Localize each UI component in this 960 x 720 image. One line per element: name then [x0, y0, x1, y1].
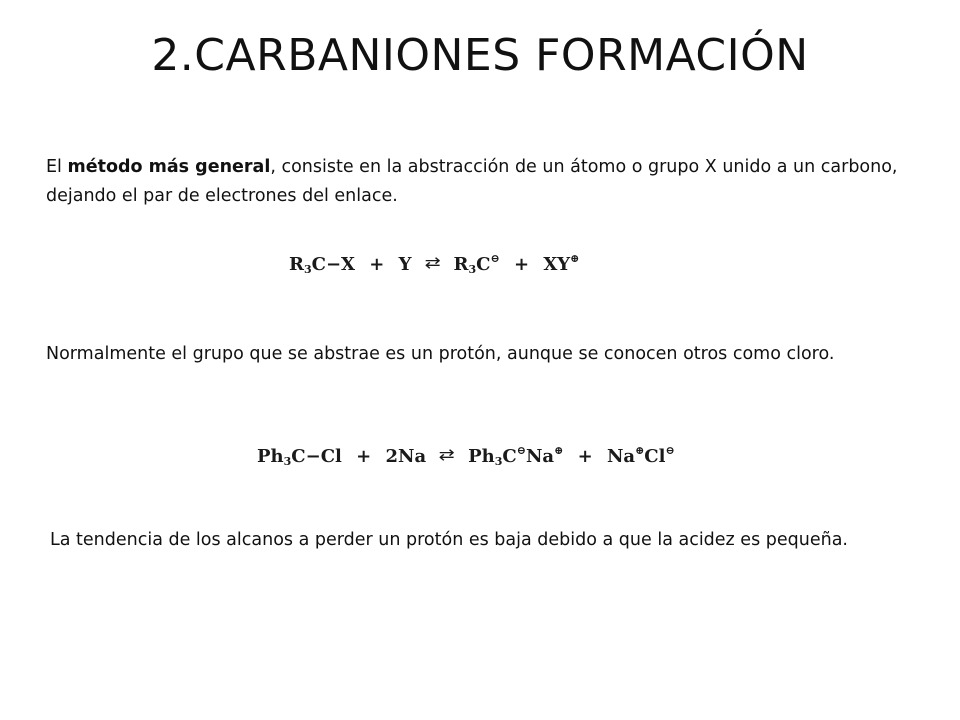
eq1-lhs-cx: C−X: [311, 254, 355, 275]
paragraph-alkane-acidity: La tendencia de los alcanos a perder un protón es baja debido a que la acidez es pequeña.: [50, 530, 848, 550]
eq1-rhs-sub: 3: [468, 263, 477, 276]
eq2-cl-charge: ⊖: [665, 444, 675, 457]
eq1-rhs-xy: XY: [543, 254, 571, 275]
eq2-anion-charge: ⊖: [516, 444, 526, 457]
eq2-lhs-ph: Ph: [257, 446, 284, 467]
equation-general-abstraction: [289, 252, 579, 276]
eq1-anion-charge: ⊖: [490, 252, 500, 265]
eq2-rhs-na: Na: [525, 446, 555, 467]
eq1-cation-charge: ⊕: [570, 252, 580, 265]
eq1-plus-1: +: [369, 254, 385, 275]
paragraph-general-method-bold: método más general: [67, 157, 271, 177]
eq1-plus-2: +: [513, 254, 530, 275]
equilibrium-arrow-icon: ⇄: [424, 253, 441, 272]
paragraph-proton-abstraction: Normalmente el grupo que se abstrae es un protón, aunque se conocen otros como cloro.: [46, 344, 835, 364]
eq2-rhs-sub: 3: [494, 455, 503, 468]
equilibrium-arrow-icon: ⇄: [439, 445, 456, 464]
eq1-reagent: Y: [398, 254, 412, 275]
paragraph-general-method-pre: El: [46, 157, 68, 177]
eq2-lhs-sub: 3: [283, 455, 292, 468]
eq2-rhs-cl: Cl: [644, 446, 666, 467]
eq2-na2-charge: ⊕: [635, 444, 645, 457]
eq2-rhs-c: C: [502, 446, 517, 467]
slide-title: 2.CARBANIONES FORMACIÓN: [151, 30, 809, 81]
eq1-lhs-r: R: [289, 254, 304, 275]
eq1-lhs-sub: 3: [303, 263, 312, 276]
equation-chloride-abstraction: [257, 444, 675, 468]
paragraph-general-method: [46, 153, 906, 211]
eq2-rhs-na2: Na: [606, 446, 636, 467]
eq1-rhs-c: C: [476, 254, 491, 275]
eq2-na-charge: ⊕: [554, 444, 564, 457]
eq2-rhs-ph: Ph: [468, 446, 495, 467]
eq2-lhs-ccl: C−Cl: [291, 446, 342, 467]
eq2-plus-1: +: [356, 446, 372, 467]
paragraph-general-method-post: , consiste en la abstracción de un átomo o grupo X unido a un carbono, dejando el par de electrones del enlace.: [46, 157, 898, 206]
eq2-reagent: 2Na: [385, 446, 427, 467]
eq1-rhs-r: R: [453, 254, 469, 275]
eq2-plus-2: +: [577, 446, 593, 467]
